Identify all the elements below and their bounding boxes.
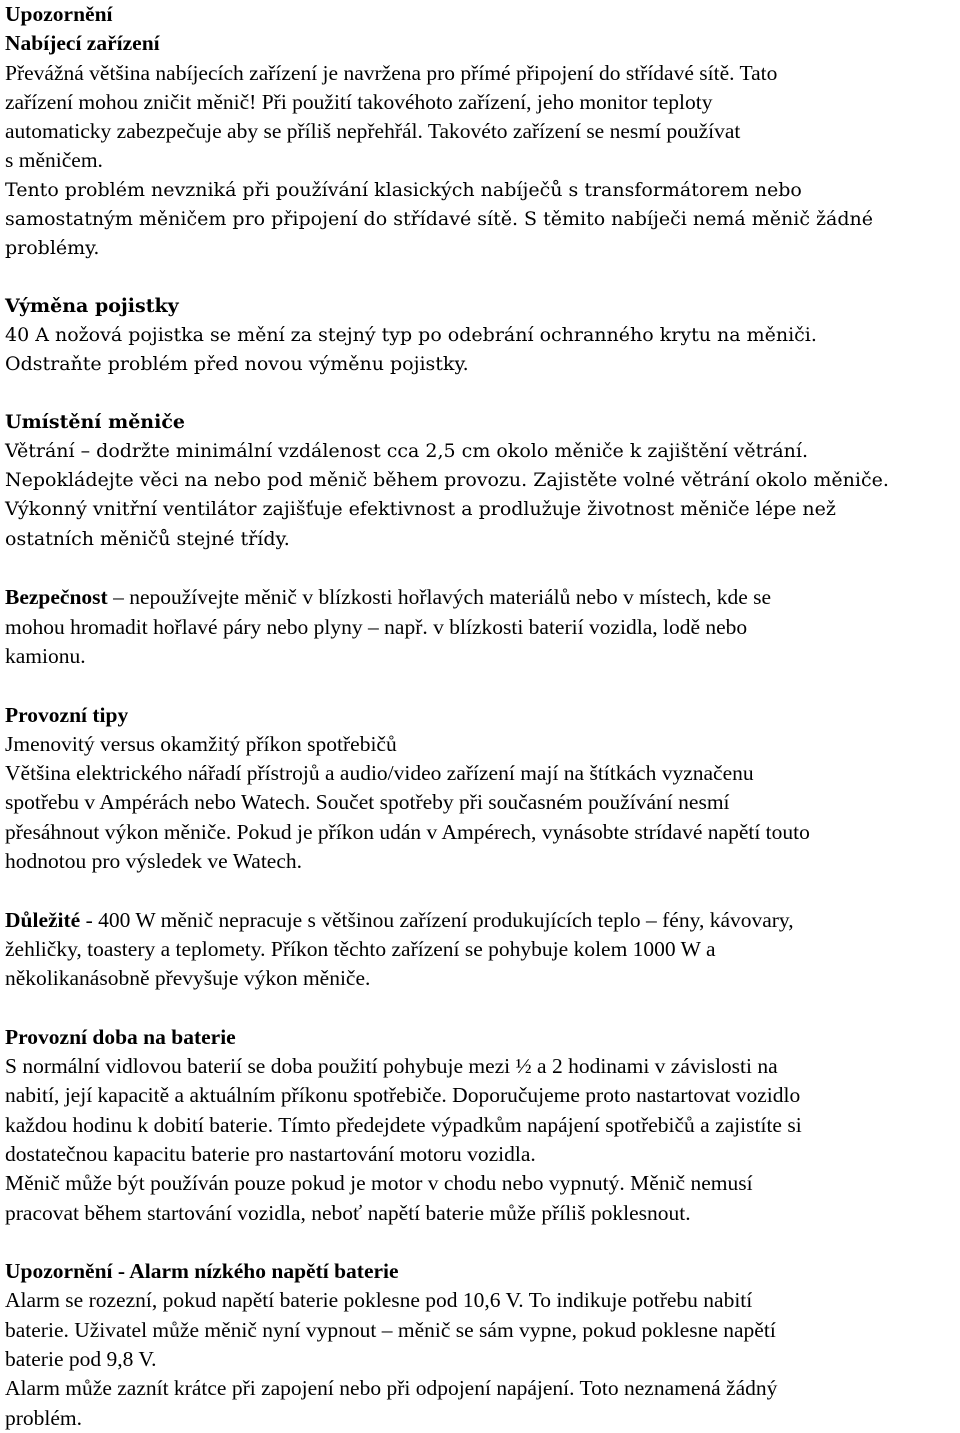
text-line: Měnič může být používán pouze pokud je motor v chodu nebo vypnutý. Měnič nemusí (5, 1171, 753, 1196)
text-line: zařízení mohou zničit měnič! Při použití takovéhoto zařízení, jeho monitor teploty (5, 89, 713, 114)
section-heading-low-voltage: Upozornění - Alarm nízkého napětí baterie (5, 1259, 399, 1284)
text-line: baterie pod 9,8 V. (5, 1347, 157, 1372)
text-line: pracovat během startování vozidla, neboť napětí baterie může příliš poklesnout. (5, 1200, 691, 1225)
spacer (5, 380, 957, 408)
text-line: mohou hromadit hořlavé páry nebo plyny – např. v blízkosti baterií vozidla, lodě nebo (5, 614, 748, 639)
text-line: automaticky zabezpečuje aby se příliš nepřehřál. Takovéto zařízení se nesmí používat (5, 119, 741, 144)
text-line: Jmenovitý versus okamžitý příkon spotřebičů (5, 731, 397, 756)
text-line: žehličky, toastery a teplomety. Příkon těchto zařízení se pohybuje kolem 1000 W a (5, 936, 716, 961)
text-line: 40 A nožová pojistka se mění za stejný typ po odebrání ochranného krytu na měniči. (5, 323, 817, 346)
text-line: hodnotou pro výsledek ve Watech. (5, 849, 303, 874)
text-line: každou hodinu k dobití baterie. Tímto předejdete výpadkům napájení spotřebičů a zajistíte si (5, 1112, 802, 1137)
text-line: problémy. (5, 237, 100, 260)
text-line: Alarm se rozezní, pokud napětí baterie poklesne pod 10,6 V. To indikuje potřebu nabití (5, 1288, 753, 1313)
text-line: Odstraňte problém před novou výměnu pojistky. (5, 353, 469, 376)
spacer (5, 264, 957, 292)
text-line: baterie. Uživatel může měnič nyní vypnout – měnič se sám vypne, pokud poklesne napětí (5, 1317, 776, 1342)
text-line: dostatečnou kapacitu baterie pro nastartování motoru vozidla. (5, 1141, 536, 1166)
text-line: Větrání – dodržte minimální vzdálenost cca 2,5 cm okolo měniče k zajištění větrání. (5, 439, 809, 462)
spacer (5, 671, 957, 700)
text-line: přesáhnout výkon měniče. Pokud je příkon udán v Ampérech, vynásobte strídavé napětí touto (5, 819, 810, 844)
text-line: Nepokládejte věci na nebo pod měnič během provozu. Zajistěte volné větrání okolo měniče. (5, 469, 889, 492)
important-text: - 400 W měnič nepracuje s většinou zařízení produkujících teplo – fény, kávovary, (80, 907, 794, 932)
text-line: nabití, její kapacitě a aktuálním příkonu spotřebiče. Doporučujeme proto nastartovat vozidlo (5, 1083, 801, 1108)
spacer (5, 994, 957, 1023)
section-heading-warning: Upozornění (5, 2, 113, 26)
text-line: Alarm může zaznít krátce při zapojení nebo při odpojení napájení. Toto neznamená žádný (5, 1376, 778, 1401)
safety-label: Bezpečnost (5, 585, 108, 610)
document-page (5, 0, 957, 1433)
spacer (5, 554, 957, 583)
section-heading-placement: Umístění měniče (5, 410, 185, 433)
text-line: několikanásobně převyšuje výkon měniče. (5, 966, 371, 991)
text-line: Výkonný vnitřní ventilátor zajišťuje efektivnost a prodlužuje životnost měniče lépe než (5, 498, 836, 521)
safety-paragraph-first-line (5, 583, 957, 612)
text-line: S normální vidlovou baterií se doba použití pohybuje mezi ½ a 2 hodinami v závislosti na (5, 1054, 778, 1079)
text-line: ostatních měničů stejné třídy. (5, 527, 290, 550)
spacer (5, 876, 957, 905)
text-line: problém. (5, 1405, 83, 1430)
spacer (5, 1228, 957, 1257)
safety-text: – nepoužívejte měnič v blízkosti hořlavých materiálů nebo v místech, kde se (107, 585, 772, 610)
text-line: kamionu. (5, 643, 86, 668)
text-line: Tento problém nevzniká při používání klasických nabíječů s transformátorem nebo (5, 178, 802, 201)
important-label: Důležité (5, 907, 81, 932)
text-line: samostatným měničem pro připojení do střídavé sítě. S těmito nabíječi nemá měnič žádné (5, 208, 873, 231)
section-heading-fuse: Výměna pojistky (5, 294, 179, 317)
section-heading-tips: Provozní tipy (5, 702, 129, 727)
text-line: Většina elektrického nářadí přístrojů a audio/video zařízení mají na štítkách vyznačenu (5, 761, 754, 786)
text-line: Převážná většina nabíjecích zařízení je navržena pro přímé připojení do střídavé sítě. Tato (5, 60, 778, 85)
text-line: spotřebu v Ampérách nebo Watech. Součet spotřeby při současném používání nesmí (5, 790, 730, 815)
section-heading-runtime: Provozní doba na baterie (5, 1024, 236, 1049)
text-line: s měničem. (5, 148, 103, 173)
subheading-chargers: Nabíjecí zařízení (5, 31, 160, 56)
important-paragraph-first-line (5, 906, 957, 935)
